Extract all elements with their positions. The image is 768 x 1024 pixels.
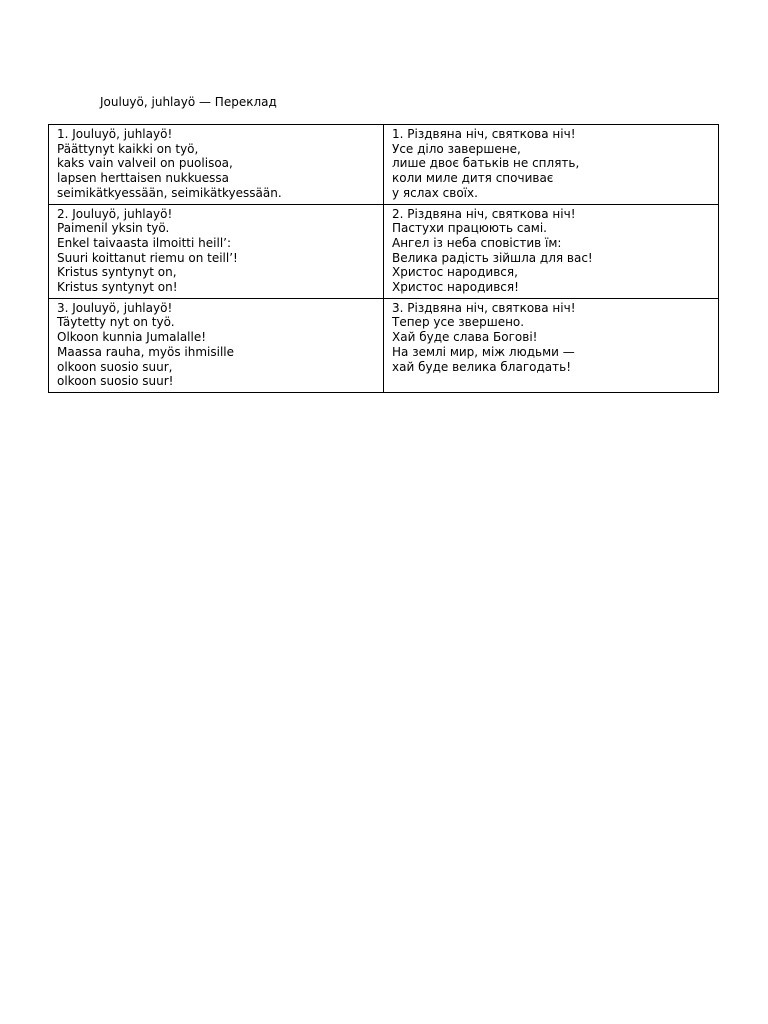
translation-line: Ангел із неба сповістив їм: [392, 235, 562, 250]
translation-line: Велика радість зійшла для вас! [392, 250, 593, 265]
original-line: olkoon suosio suur, [57, 359, 173, 374]
translation-verse-cell [384, 298, 719, 392]
translation-line: Пастухи працюють самі. [392, 221, 547, 236]
original-line: lapsen herttaisen nukkuessa [57, 171, 230, 186]
verse-row-3 [49, 298, 719, 392]
translation-line: 3. Різдвяна ніч, святкова ніч! [392, 300, 576, 315]
page-title: Jouluyö, juhlayö — Переклад [100, 95, 277, 109]
original-verse-cell [49, 298, 384, 392]
original-line: Enkel taivaasta ilmoitti heill’: [57, 235, 232, 250]
translation-line: коли миле дитя спочиває [392, 171, 554, 186]
original-line: olkoon suosio suur! [57, 374, 174, 389]
original-line: kaks vain valveil on puolisoa, [57, 156, 233, 171]
original-line: Paimenil yksin työ. [57, 221, 170, 236]
original-line: 3. Jouluyö, juhlayö! [57, 300, 173, 315]
translation-line: 1. Різдвяна ніч, святкова ніч! [392, 127, 576, 141]
translation-line: хай буде велика благодать! [392, 359, 571, 374]
original-line: Maassa rauha, myös ihmisille [57, 344, 235, 359]
original-line: Kristus syntynyt on! [57, 280, 178, 295]
translation-line: На землі мир, між людьми — [392, 344, 575, 359]
translation-verse-cell [384, 125, 719, 205]
translation-line: лише двоє батьків не сплять, [392, 156, 580, 171]
original-line: 1. Jouluyö, juhlayö! [57, 127, 173, 141]
lyrics-table [48, 124, 719, 393]
translation-line: Усе діло завершене, [392, 141, 521, 156]
original-verse-cell [49, 204, 384, 298]
translation-line: Христос народився, [392, 265, 518, 280]
translation-verse-cell [384, 204, 719, 298]
translation-line: Хай буде слава Богові! [392, 330, 538, 345]
original-line: Suuri koittanut riemu on teill’! [57, 250, 238, 265]
translation-line: у яслах своїх. [392, 185, 478, 200]
verse-row-2 [49, 204, 719, 298]
original-line: Täytetty nyt on työ. [57, 315, 175, 330]
translation-line: Христос народився! [392, 280, 519, 295]
original-line: Kristus syntynyt on, [57, 265, 177, 280]
verse-row-1 [49, 125, 719, 205]
original-line: Päättynyt kaikki on työ, [57, 141, 199, 156]
original-line: 2. Jouluyö, juhlayö! [57, 206, 173, 221]
original-line: seimikätkyessään, seimikätkyessään. [57, 185, 282, 200]
original-verse-cell [49, 125, 384, 205]
translation-line: 2. Різдвяна ніч, святкова ніч! [392, 206, 576, 221]
translation-line: Тепер усе звершено. [392, 315, 525, 330]
original-line: Olkoon kunnia Jumalalle! [57, 330, 207, 345]
